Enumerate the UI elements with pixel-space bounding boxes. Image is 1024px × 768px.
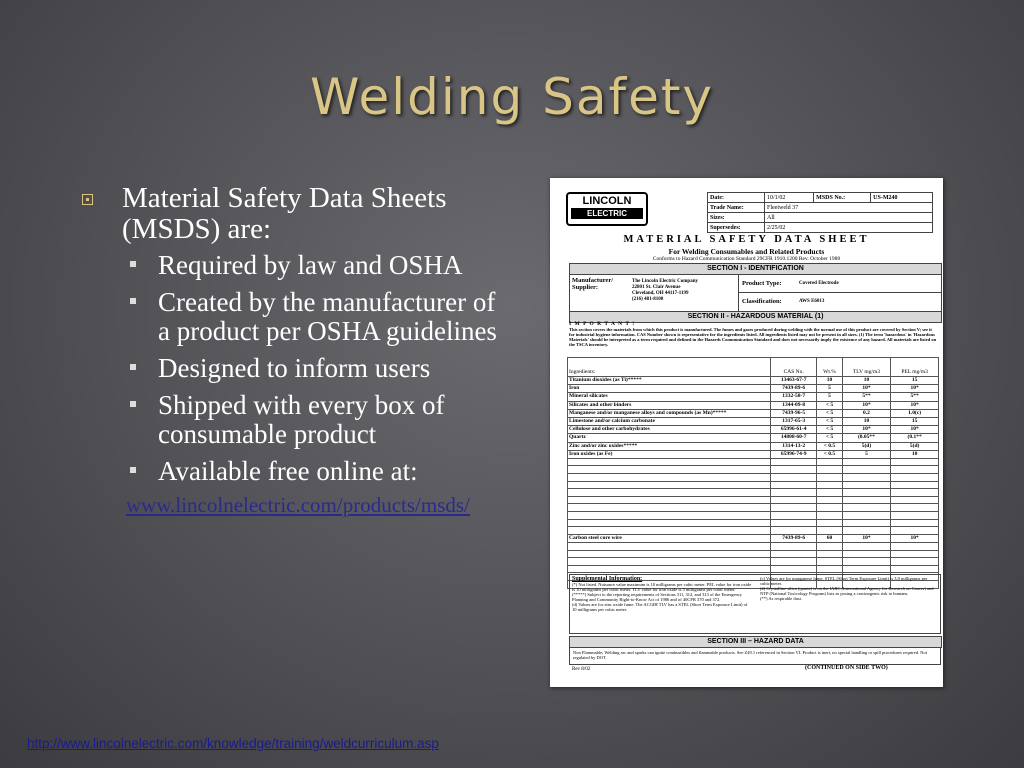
bullet-dot-icon: [130, 261, 136, 267]
table-row: Zinc and/or zinc oxides***** 1314-13-2 < 0.5 5(d) 5(d): [568, 442, 939, 450]
section-3-header: SECTION III – HAZARD DATA: [569, 636, 942, 648]
table-row-empty: [568, 550, 939, 558]
sub-bullet-shipped: Shipped with every box of consumable product: [82, 391, 497, 449]
classification-box: Classification: AWS E6013: [738, 292, 942, 312]
table-row-empty: [568, 481, 939, 489]
table-row-empty: [568, 466, 939, 474]
bullet-text: Material Safety Data Sheets (MSDS) are:: [122, 182, 447, 245]
bullet-dot-icon: [130, 364, 136, 370]
bullet-list: [82, 183, 497, 517]
ingredients-table: [567, 357, 939, 589]
table-row: Carbon steel core wire 7439-89-6 60 10* 10*: [568, 534, 939, 542]
sub-bullet-list: [82, 251, 497, 486]
table-row-empty: [568, 558, 939, 566]
sub-bullet-online: Available free online at:: [82, 457, 497, 486]
msds-meta-table: Date: 10/1/02 MSDS No.: US-M240 Trade Name: Fleetweld 37 Sizes: All Supersedes: 2/25/02: [707, 192, 933, 233]
table-row-empty: [568, 489, 939, 497]
bullet-dot-icon: [130, 467, 136, 473]
msds-link[interactable]: www.lincolnelectric.com/products/msds/: [126, 493, 470, 517]
msds-rev: Rev 8/02: [572, 667, 591, 672]
msds-continued: (CONTINUED ON SIDE TWO): [805, 665, 888, 671]
table-row-empty: [568, 565, 939, 573]
table-row: Silicates and other binders 1344-09-8 < 5 10* 10*: [568, 401, 939, 409]
table-row-empty: [568, 496, 939, 504]
table-row: Iron 7439-89-6 5 10* 10*: [568, 385, 939, 393]
table-row: Cellulose and other carbohydrates 65996-61-4 < 5 10* 10*: [568, 426, 939, 434]
footer-link[interactable]: http://www.lincolnelectric.com/knowledge/training/weldcurriculum.asp: [27, 736, 439, 751]
square-bullet-icon: [82, 194, 93, 205]
table-row-empty: [568, 543, 939, 551]
table-row-empty: [568, 474, 939, 482]
msds-conforms: Conforms to Hazard Communication Standard 29CFR 1910.1200 Rev. October 1988: [652, 256, 841, 262]
table-row-empty: [568, 512, 939, 520]
hazard-box: Non Flammable; Welding arc and sparks can ignite combustibles and flammable products. See Z49.1 referenced in Section VI. Product is inert, no special handling or spill procedures required. Not regulated by DOT.: [569, 647, 941, 665]
table-row: Manganese and/or manganese alloys and compounds (as Mn)***** 7439-96-5 < 5 0.2 1.0(c): [568, 409, 939, 417]
bullet-msds: [82, 183, 497, 245]
supplemental-box: Supplemental Information: (*) Not listed. Nuisance value maximum is 10 milligrams per cubic meter. PEL value for iron oxide is 10 milligrams per cubic meter. TLV value for iron oxide is 5 milligrams per cubic meter. (*****) Subject to the reporting requirements of Sections 311, 312, and 313 of the Emergency Planning and Community Right-to-Know Act of 1986 and of 40CFR 370 and 372. (d) Values are for zinc oxide fume. The ACGIH TLV has a STEL (Short Term Exposure Limit) of 10 milligrams per cubic meter. (c) Values are for manganese fume. STEL (Short Term Exposure Limit) is 3.0 milligrams per cubic meter. (#) Crystalline silica (quartz) is on the IARC (International Agency for Research on Cancer) and NTP (National Toxicology Program) lists as posing a carcinogenic risk to humans. (**) As respirable dust.: [569, 574, 941, 634]
important-box: I M P O R T A N T ! This section covers the materials from which this product is manufactured. The fumes and gases produced during welding with the normal use of this product are covered by Section V; see it for industrial hygiene information. CAS Number shown is representative for the ingredients listed. All ingredients listed may not be present in all sizes. (1) The term 'hazardous' in 'Hazardous Materials' should be interpreted as a term required and defined in the Hazards Communication Standard and does not necessarily imply the existence of any hazard. All materials are listed on the TSCA inventory.: [569, 321, 937, 347]
section-1-header: SECTION I - IDENTIFICATION: [569, 263, 942, 275]
table-row: Mineral silicates 1332-58-7 5 5** 5**: [568, 393, 939, 401]
slide-title: Welding Safety: [309, 68, 715, 126]
table-row-empty: [568, 527, 939, 535]
bullet-dot-icon: [130, 298, 136, 304]
section-2-header: SECTION II - HAZARDOUS MATERIAL (1): [569, 311, 942, 323]
table-row-empty: [568, 519, 939, 527]
product-type-box: Product Type: Covered Electrode: [738, 274, 942, 293]
table-row: Iron oxides (as Fe) 65996-74-9 < 0.5 5 10: [568, 450, 939, 458]
table-row-empty: [568, 458, 939, 466]
sub-bullet-inform: Designed to inform users: [82, 354, 497, 383]
table-row-empty: [568, 504, 939, 512]
table-row: Limestone and/or calcium carbonate 1317-65-3 < 5 10 15: [568, 417, 939, 425]
msds-heading: MATERIAL SAFETY DATA SHEET: [623, 234, 870, 245]
msds-document-image: [550, 178, 943, 687]
msds-subheading: For Welding Consumables and Related Products: [668, 247, 825, 256]
sub-bullet-law: Required by law and OSHA: [82, 251, 497, 280]
table-header-row: Ingredients: CAS No. Wt.% TLV mg/m3 PEL mg/m3: [568, 358, 939, 377]
manufacturer-box: Manufacturer/ Supplier: The Lincoln Electric Company 22801 St. Clair Avenue Cleveland, OH 44117-1199 (216) 481-8100: [569, 274, 739, 312]
sub-bullet-manufacturer: Created by the manufacturer of a product per OSHA guidelines: [82, 288, 497, 346]
table-row: Quartz 14808-60-7 < 5 (0.05** (0.1**: [568, 434, 939, 442]
table-row: Titanium dioxides (as Ti)***** 13463-67-7 10 10 15: [568, 377, 939, 385]
bullet-dot-icon: [130, 401, 136, 407]
lincoln-electric-logo: LINCOLN ELECTRIC: [566, 192, 648, 226]
